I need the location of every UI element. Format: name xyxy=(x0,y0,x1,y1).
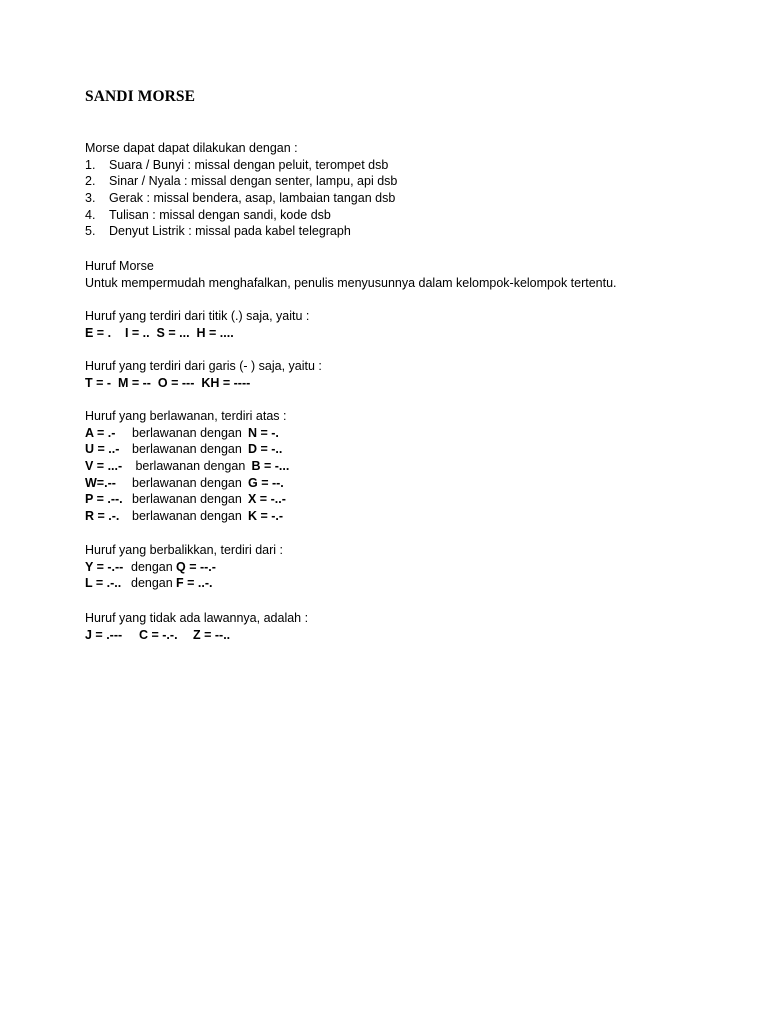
list-item xyxy=(85,207,331,224)
unpaired-letters-section xyxy=(85,610,308,643)
relation-text: berlawanan dengan xyxy=(132,425,242,440)
morse-code: N = -. xyxy=(248,425,279,440)
list-item-number: 3. xyxy=(85,191,96,206)
section-text: Untuk mempermudah menghafalkan, penulis menyusunnya dalam kelompok-kelompok tertentu. xyxy=(85,275,617,290)
morse-code: Z = --.. xyxy=(193,627,231,642)
opposite-pair-row xyxy=(85,425,287,442)
morse-code: C = -.-. xyxy=(139,627,178,642)
section-lead: Huruf yang berbalikkan, terdiri dari : xyxy=(85,543,284,557)
relation-text: dengan xyxy=(131,576,173,591)
morse-code: U = ..- xyxy=(85,442,120,457)
list-item xyxy=(85,157,389,174)
intro-section xyxy=(85,140,398,240)
morse-code: F = ..-. xyxy=(176,576,213,591)
section-lead: Huruf yang terdiri dari titik (.) saja, yaitu : xyxy=(85,309,310,323)
morse-code: B = -... xyxy=(248,459,290,474)
morse-code: W=.-- xyxy=(85,475,116,490)
relation-text: berlawanan dengan xyxy=(132,475,242,490)
morse-code: R = .-. xyxy=(85,509,120,524)
list-item xyxy=(85,173,398,190)
reversed-letters-section xyxy=(85,542,283,592)
dot-letters-section xyxy=(85,308,309,341)
morse-code: J = .--- xyxy=(85,627,123,642)
morse-codes: T = - M = -- O = --- KH = ---- xyxy=(85,375,251,390)
section-lead: Huruf yang tidak ada lawannya, adalah : xyxy=(85,611,309,625)
opposite-pair-row xyxy=(85,458,290,475)
list-item-text: Suara / Bunyi : missal dengan peluit, terompet dsb xyxy=(109,157,389,172)
reversed-pair-row xyxy=(85,559,283,576)
huruf-morse-section xyxy=(85,258,617,291)
morse-code: X = -..- xyxy=(248,492,286,507)
section-heading: Huruf Morse xyxy=(85,259,154,273)
relation-text: berlawanan dengan xyxy=(132,509,242,524)
morse-code: D = -.. xyxy=(248,442,283,457)
opposite-pair-row xyxy=(85,475,287,492)
intro-lead: Morse dapat dapat dilakukan dengan : xyxy=(85,141,298,155)
morse-code: A = .- xyxy=(85,425,116,440)
section-lead: Huruf yang berlawanan, terdiri atas : xyxy=(85,409,287,423)
list-item-text: Tulisan : missal dengan sandi, kode dsb xyxy=(109,207,331,222)
opposite-letters-section xyxy=(85,408,290,525)
list-item-text: Sinar / Nyala : missal dengan senter, lampu, api dsb xyxy=(109,174,398,189)
list-item xyxy=(85,190,396,207)
relation-text: berlawanan dengan xyxy=(132,492,242,507)
morse-code: V = ...- xyxy=(85,459,123,474)
morse-code: P = .--. xyxy=(85,492,123,507)
page-title: SANDI MORSE xyxy=(85,88,196,105)
list-item-number: 2. xyxy=(85,174,96,189)
morse-code: G = --. xyxy=(248,475,284,490)
opposite-pair-row xyxy=(85,491,287,508)
list-item-text: Gerak : missal bendera, asap, lambaian tangan dsb xyxy=(109,191,396,206)
list-item-number: 5. xyxy=(85,224,96,239)
morse-code: K = -.- xyxy=(248,509,284,524)
opposite-pair-row xyxy=(85,441,287,458)
morse-codes: E = . I = .. S = ... H = .... xyxy=(85,325,234,340)
morse-code: Q = --.- xyxy=(176,559,216,574)
list-item-number: 4. xyxy=(85,207,96,222)
relation-text: berlawanan dengan xyxy=(132,442,242,457)
relation-text: berlawanan dengan xyxy=(132,459,246,474)
list-item xyxy=(85,223,351,240)
opposite-pair-row xyxy=(85,508,287,525)
morse-code: L = .-.. xyxy=(85,576,122,591)
unpaired-codes-row xyxy=(85,627,308,644)
list-item-text: Denyut Listrik : missal pada kabel telegraph xyxy=(109,224,351,239)
list-item-number: 1. xyxy=(85,157,96,172)
section-lead: Huruf yang terdiri dari garis (- ) saja, yaitu : xyxy=(85,359,322,373)
morse-code: Y = -.-- xyxy=(85,559,124,574)
reversed-pair-row xyxy=(85,575,283,592)
relation-text: dengan xyxy=(131,559,173,574)
dash-letters-section xyxy=(85,358,322,391)
